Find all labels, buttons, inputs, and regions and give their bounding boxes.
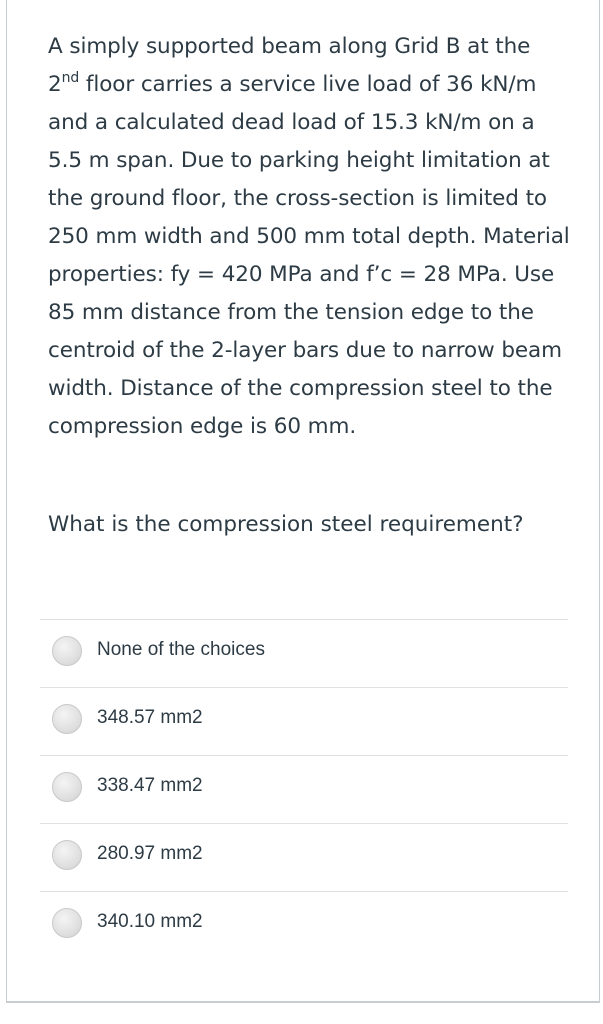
answer-option[interactable] [40,891,568,959]
answer-label[interactable]: 280.97 mm2 [97,843,203,864]
answer-option[interactable] [40,755,568,823]
answer-option[interactable] [40,687,568,755]
answer-label[interactable]: None of the choices [97,639,265,660]
answer-label[interactable]: 348.57 mm2 [97,707,203,728]
floor-number: 2 [48,72,62,97]
answer-option[interactable] [40,823,568,891]
question-line-1: A simply supported beam along Grid B at the [48,34,531,59]
answer-label[interactable]: 340.10 mm2 [97,911,203,932]
answer-option[interactable] [40,619,568,687]
radio-button[interactable] [52,908,82,938]
question-text [48,28,573,446]
radio-button[interactable] [52,840,82,870]
question-line-2-rest: floor carries a service live load of 36 kN/m [79,72,537,97]
radio-button[interactable] [52,704,82,734]
question-prompt: What is the compression steel requirement? [48,512,524,537]
question-body: and a calculated dead load of 15.3 kN/m on a 5.5 m span. Due to parking height limitation at the ground floor, the cross-section is limited to 250 mm width and 500 mm total depth. Material properties: fy = 420 MPa and f’c = 28 MPa. Use 85 mm distance from the tension edge to the centroid of the 2-layer bars due to narrow beam width. Distance of the compression steel to the compression edge is 60 mm. [48,110,570,439]
radio-button[interactable] [52,772,82,802]
answer-list [40,619,568,959]
question-line-2 [48,66,573,104]
answer-label[interactable]: 338.47 mm2 [97,775,203,796]
floor-suffix: nd [61,69,80,86]
radio-button[interactable] [52,636,82,666]
